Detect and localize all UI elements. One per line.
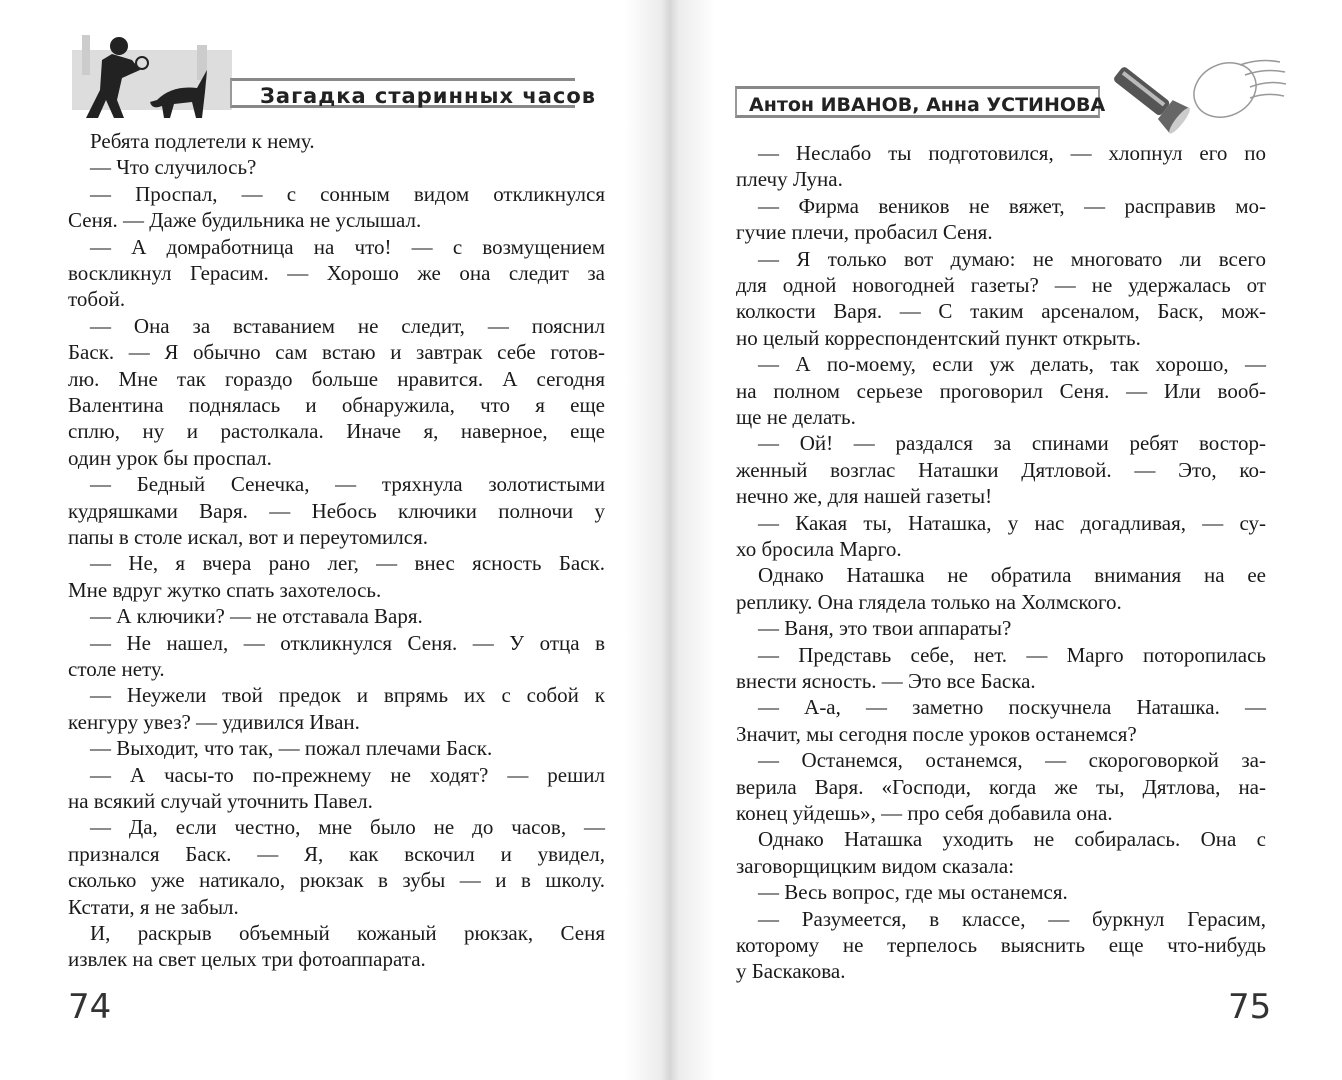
left-page-number: 74: [68, 987, 112, 1027]
text-line: которому не терпелось выяснить еще что-нибудь: [736, 933, 1266, 957]
text-line: но целый корреспондентский пункт открыть.: [736, 325, 1141, 350]
text-line: на всякий случай уточнить Павел.: [68, 789, 373, 813]
text-line: плечу Луна.: [736, 167, 843, 192]
text-line: — Что случилось?: [90, 155, 257, 180]
text-line: нечно же, для нашей газеты!: [736, 484, 993, 509]
text-line: И, раскрыв объемный кожаный рюкзак, Сеня: [90, 921, 605, 945]
text-line: — Она за вставанием не следит, — пояснил: [90, 313, 605, 338]
text-line: один урок бы проспал.: [68, 445, 272, 470]
text-line: у Баскакова.: [736, 959, 846, 984]
text-line: лю. Мне так гораздо больше нравится. А сегодня: [68, 366, 605, 391]
detective-with-dog-illustration: [62, 30, 232, 125]
authors-header: Антон ИВАНОВ, Анна УСТИНОВА: [735, 86, 1100, 118]
text-line: — А часы-то по-прежнему не ходят? — решил: [90, 762, 605, 787]
book-gutter: [625, 0, 715, 1080]
text-line: — Разумеется, в классе, — буркнул Герасим,: [758, 906, 1266, 931]
text-line: сколько уже натикало, рюкзак в зубы — и в школу.: [68, 868, 605, 893]
text-line: колкости Варя. — С таким арсеналом, Баск, мож-: [736, 299, 1266, 324]
text-line: папы в столе искал, вот и переутомился.: [68, 525, 428, 549]
text-line: Сеня. — Даже будильника не услышал.: [68, 208, 422, 233]
text-line: — Проспал, — с сонным видом откликнулся: [90, 181, 605, 206]
text-line: — А по-моему, если уж делать, так хорошо, —: [758, 352, 1266, 377]
text-line: признался Баск. — Я, как вскочил и увидел,: [68, 841, 605, 866]
text-line: Мне вдруг жутко спать захотелось.: [68, 577, 382, 602]
text-line: Ребята подлетели к нему.: [90, 129, 315, 153]
text-line: — Выходит, что так, — пожал плечами Баск.: [90, 736, 493, 761]
text-line: конец уйдешь», — про себя добавила она.: [736, 801, 1113, 825]
text-line: столе нету.: [68, 657, 165, 681]
text-line: Однако Наташка не обратила внимания на ее: [758, 563, 1266, 588]
text-line: реплику. Она глядела только на Холмского.: [736, 589, 1122, 614]
text-line: Валентина поднялась и обнаружила, что я еще: [68, 393, 605, 417]
right-page-text: [736, 140, 1266, 1000]
text-line: на полном серьезе проговорил Сеня. — Или вооб-: [736, 378, 1266, 403]
text-line: — Я только вот думаю: не многовато ли всего: [758, 246, 1266, 271]
text-line: женный возглас Наташки Дятловой. — Это, ко-: [736, 457, 1266, 482]
text-line: — Неслабо ты подготовился, — хлопнул его по: [758, 141, 1266, 165]
text-line: — Ваня, это твои аппараты?: [758, 616, 1012, 641]
text-line: — Бедный Сенечка, — тряхнула золотистыми: [90, 472, 605, 497]
text-line: — А-а, — заметно поскучнела Наташка. —: [758, 695, 1266, 720]
text-line: Значит, мы сегодня после уроков останемся?: [736, 721, 1137, 746]
text-line: заговорщицким видом сказала:: [736, 853, 1015, 878]
text-line: Однако Наташка уходить не собиралась. Она с: [758, 827, 1266, 852]
text-line: — Фирма веников не вяжет, — расправив мо-: [758, 193, 1266, 218]
text-line: — Ой! — раздался за спинами ребят востор-: [758, 431, 1266, 456]
book-title-header: Загадка старинных часов: [230, 78, 575, 108]
text-line: Кстати, я не забыл.: [68, 894, 239, 919]
text-line: гучие плечи, пробасил Сеня.: [736, 220, 993, 245]
text-line: — Какая ты, Наташка, у нас догадливая, — су-: [758, 510, 1266, 535]
text-line: — Останемся, останемся, — скороговоркой за-: [758, 748, 1266, 773]
text-line: воскликнул Герасим. — Хорошо же она следит за: [68, 261, 605, 285]
text-line: верила Варя. «Господи, когда же ты, Дятлова, на-: [736, 774, 1266, 799]
text-line: для одной новогодней газеты? — не удержалась от: [736, 273, 1266, 297]
text-line: внести ясность. — Это все Баска.: [736, 669, 1036, 693]
flashlight-stamp-icon: [1100, 40, 1290, 140]
right-page-number: 75: [1228, 987, 1272, 1027]
text-line: кенгуру увез? — удивился Иван.: [68, 709, 360, 734]
text-line: — А ключики? — не отставала Варя.: [90, 604, 423, 629]
text-line: тобой.: [68, 287, 126, 312]
text-line: Баск. — Я обычно сам встаю и завтрак себе готов-: [68, 340, 605, 365]
text-line: хо бросила Марго.: [736, 537, 902, 561]
text-line: — Да, если честно, мне было не до часов, —: [90, 815, 605, 840]
text-line: — Неужели твой предок и впрямь их с собой к: [90, 683, 605, 708]
text-line: — Весь вопрос, где мы останемся.: [758, 880, 1068, 905]
text-line: сплю, ну и растолкала. Иначе я, наверное, еще: [68, 419, 605, 444]
text-line: — А домработница на что! — с возмущением: [90, 234, 605, 259]
text-line: кудряшками Варя. — Небось ключики полночи у: [68, 498, 605, 523]
text-line: — Не нашел, — откликнулся Сеня. — У отца в: [90, 630, 605, 655]
left-page-text: [68, 128, 605, 988]
text-line: извлек на свет целых три фотоаппарата.: [68, 947, 426, 972]
text-line: ще не делать.: [736, 405, 856, 429]
text-line: — Представь себе, нет. — Марго поторопилась: [758, 642, 1266, 667]
text-line: — Не, я вчера рано лег, — внес ясность Баск.: [90, 551, 605, 576]
